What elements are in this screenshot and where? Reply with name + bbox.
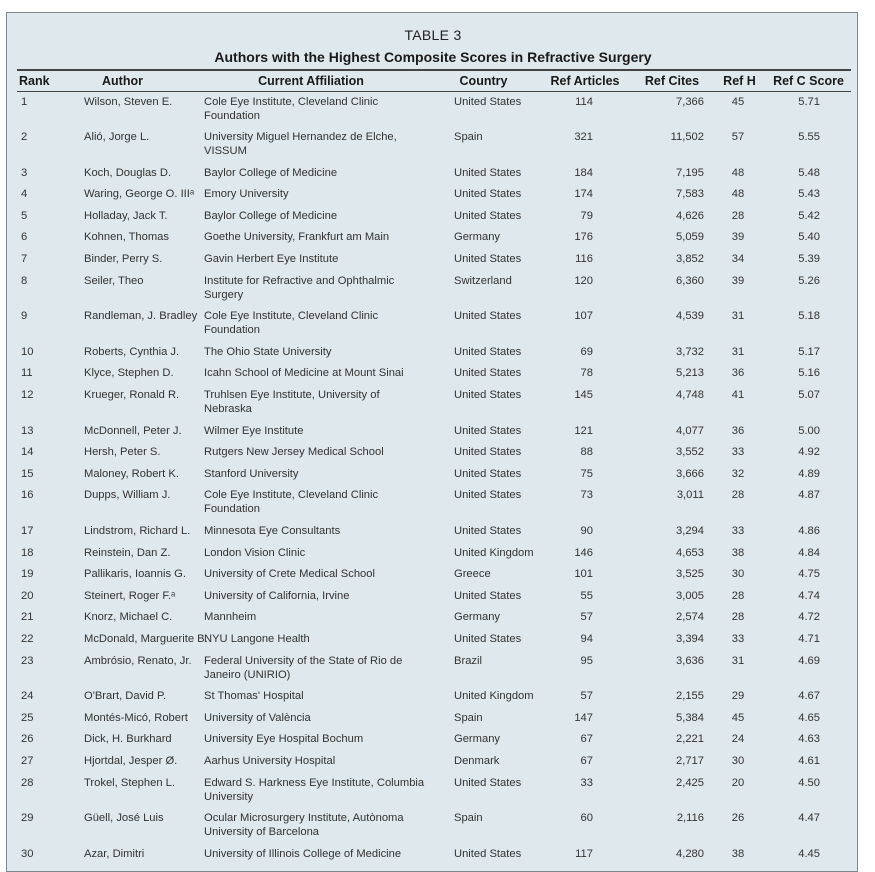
table-row <box>17 651 851 687</box>
rank-cell: 27 <box>21 754 34 767</box>
ref-c-score-cell: 4.61 <box>798 754 820 767</box>
ref-h-cell: 48 <box>731 188 745 201</box>
affiliation-cell: Gavin Herbert Eye Institute <box>204 253 339 266</box>
ref-cites-cell: 4,626 <box>676 209 704 222</box>
ref-articles-cell: 60 <box>580 812 593 825</box>
table-row <box>17 729 851 751</box>
author-cell: Hjortdal, Jesper Ø. <box>84 754 178 767</box>
ref-h-cell: 33 <box>731 525 745 537</box>
author-cell: Koch, Douglas D. <box>84 166 172 179</box>
ref-h-cell: 34 <box>731 253 745 266</box>
affiliation-cell: University Miguel Hernandez de Elche, VISSUM <box>204 131 397 158</box>
ref-c-score-cell: 4.47 <box>798 812 820 825</box>
ref-h-cell: 36 <box>731 424 745 437</box>
table-row <box>17 271 851 307</box>
country-cell: Greece <box>454 568 491 581</box>
country-cell: United States <box>454 389 522 402</box>
ref-cites-cell: 3,552 <box>676 446 704 459</box>
affiliation-cell: Cole Eye Institute, Cleveland Clinic Foundation <box>204 310 379 337</box>
affiliation-cell: Emory University <box>204 188 289 201</box>
ref-articles-cell: 121 <box>574 424 593 437</box>
country-cell: Germany <box>454 733 501 746</box>
ref-cites-cell: 5,059 <box>676 231 704 244</box>
table-row <box>17 808 851 844</box>
ref-articles-cell: 116 <box>575 253 593 266</box>
ref-c-score-cell: 4.89 <box>798 467 820 480</box>
table-row <box>17 607 851 629</box>
affiliation-cell: Icahn School of Medicine at Mount Sinai <box>204 367 404 380</box>
rank-cell: 1 <box>21 96 28 108</box>
author-cell: Steinert, Roger F.ᵃ <box>84 589 176 602</box>
author-cell: Dick, H. Burkhard <box>84 733 172 746</box>
table-row <box>17 442 851 464</box>
ref-h-cell: 24 <box>731 733 745 746</box>
author-cell: Holladay, Jack T. <box>84 209 168 222</box>
author-cell: Wilson, Steven E. <box>84 96 173 108</box>
table-row <box>17 249 851 271</box>
ref-h-cell: 28 <box>731 611 745 624</box>
header-author: Author <box>51 70 194 92</box>
affiliation-cell: London Vision Clinic <box>204 546 306 559</box>
ref-cites-cell: 3,636 <box>676 654 704 667</box>
rank-cell: 17 <box>21 525 34 537</box>
ref-cites-cell: 4,280 <box>676 847 704 860</box>
rank-cell: 23 <box>21 654 34 667</box>
ref-cites-cell: 3,294 <box>676 525 704 537</box>
ref-c-score-cell: 5.39 <box>798 253 820 266</box>
ref-h-cell: 31 <box>731 310 745 323</box>
ref-h-cell: 33 <box>731 632 745 645</box>
table-row <box>17 206 851 228</box>
affiliation-cell: Edward S. Harkness Eye Institute, Columbia University <box>204 776 425 803</box>
ref-c-score-cell: 5.17 <box>798 345 820 358</box>
affiliation-cell: University of Illinois College of Medicine <box>204 847 402 860</box>
ref-h-cell: 28 <box>731 589 745 602</box>
ref-h-cell: 26 <box>731 812 745 825</box>
author-cell: Dupps, William J. <box>84 489 171 502</box>
ref-cites-cell: 2,221 <box>676 733 704 746</box>
author-cell: Maloney, Robert K. <box>84 467 179 480</box>
country-cell: United States <box>454 632 522 645</box>
affiliation-cell: Baylor College of Medicine <box>204 166 338 179</box>
rank-cell: 22 <box>21 632 34 645</box>
table-row <box>17 686 851 708</box>
ref-h-cell: 32 <box>731 467 745 480</box>
ref-c-score-cell: 5.00 <box>798 424 820 437</box>
rank-cell: 4 <box>21 188 28 201</box>
rank-cell: 24 <box>21 690 34 703</box>
ref-cites-cell: 7,195 <box>676 166 704 179</box>
country-cell: Switzerland <box>454 274 512 287</box>
affiliation-cell: University of Crete Medical School <box>204 568 375 581</box>
affiliation-cell: Federal University of the State of Rio de Janeiro (UNIRIO) <box>204 654 403 681</box>
affiliation-cell: University of California, Irvine <box>204 589 350 602</box>
country-cell: United States <box>454 589 522 602</box>
author-cell: Azar, Dimitri <box>84 847 145 860</box>
ref-h-cell: 31 <box>731 654 745 667</box>
country-cell: Germany <box>454 231 501 244</box>
author-cell: Seiler, Theo <box>84 274 144 287</box>
table-row <box>17 629 851 651</box>
ref-cites-cell: 4,653 <box>676 546 704 559</box>
table-row <box>17 543 851 565</box>
ref-h-cell: 29 <box>731 690 745 703</box>
affiliation-cell: Goethe University, Frankfurt am Main <box>204 231 390 244</box>
affiliation-cell: Minnesota Eye Consultants <box>204 525 341 537</box>
ref-c-score-cell: 4.45 <box>798 847 820 860</box>
ref-h-cell: 39 <box>731 274 745 287</box>
ref-cites-cell: 6,360 <box>676 274 704 287</box>
author-cell: McDonald, Marguerite B. <box>84 632 208 645</box>
affiliation-cell: Rutgers New Jersey Medical School <box>204 446 384 459</box>
ref-articles-cell: 88 <box>580 446 593 459</box>
table-row <box>17 586 851 608</box>
ref-articles-cell: 55 <box>580 589 593 602</box>
rank-cell: 14 <box>21 446 34 459</box>
ref-cites-cell: 7,366 <box>676 96 704 108</box>
table-row <box>17 127 851 163</box>
affiliation-cell: University Eye Hospital Bochum <box>204 733 364 746</box>
table-row <box>17 184 851 206</box>
ref-articles-cell: 57 <box>580 611 593 624</box>
ref-articles-cell: 146 <box>574 546 593 559</box>
rank-cell: 18 <box>21 546 34 559</box>
rank-cell: 12 <box>21 389 34 402</box>
table-row <box>17 708 851 730</box>
ref-articles-cell: 57 <box>580 690 593 703</box>
ref-articles-cell: 176 <box>574 231 593 244</box>
affiliation-cell: Cole Eye Institute, Cleveland Clinic Foundation <box>204 489 379 516</box>
ref-cites-cell: 4,077 <box>676 424 704 437</box>
ref-h-cell: 38 <box>731 847 745 860</box>
ref-articles-cell: 94 <box>580 632 593 645</box>
ref-articles-cell: 120 <box>574 274 593 287</box>
rank-cell: 20 <box>21 589 34 602</box>
ref-c-score-cell: 5.48 <box>798 166 820 179</box>
ref-articles-cell: 321 <box>574 131 593 144</box>
author-cell: Kohnen, Thomas <box>84 231 169 244</box>
rank-cell: 13 <box>21 424 34 437</box>
ref-cites-cell: 3,011 <box>676 489 704 502</box>
country-cell: United States <box>454 525 522 537</box>
ref-h-cell: 45 <box>731 96 745 108</box>
country-cell: Spain <box>454 711 483 724</box>
table-panel <box>6 12 858 872</box>
rank-cell: 21 <box>21 611 34 624</box>
affiliation-cell: Mannheim <box>204 611 257 624</box>
header-country: Country <box>428 70 539 92</box>
rank-cell: 30 <box>21 847 34 860</box>
author-cell: Lindstrom, Richard L. <box>84 525 191 537</box>
ref-articles-cell: 33 <box>580 776 593 789</box>
ref-articles-cell: 147 <box>574 711 593 724</box>
table-row <box>17 227 851 249</box>
ref-articles-cell: 95 <box>580 654 593 667</box>
author-cell: Knorz, Michael C. <box>84 611 173 624</box>
ref-articles-cell: 117 <box>575 847 593 860</box>
country-cell: United States <box>454 188 522 201</box>
table-row <box>17 163 851 185</box>
table-row <box>17 342 851 364</box>
ref-h-cell: 28 <box>731 209 745 222</box>
author-cell: Alió, Jorge L. <box>84 131 150 144</box>
ref-c-score-cell: 5.55 <box>798 131 820 144</box>
ref-articles-cell: 79 <box>580 209 593 222</box>
table-row <box>17 385 851 421</box>
affiliation-cell: NYU Langone Health <box>204 632 310 645</box>
author-cell: McDonnell, Peter J. <box>84 424 182 437</box>
ref-c-score-cell: 5.07 <box>798 389 820 402</box>
ref-cites-cell: 2,425 <box>676 776 704 789</box>
author-cell: Montés-Micó, Robert <box>84 711 188 724</box>
ref-cites-cell: 4,539 <box>676 310 704 323</box>
ref-cites-cell: 2,574 <box>676 611 704 624</box>
country-cell: United States <box>454 310 522 323</box>
ref-articles-cell: 145 <box>574 389 593 402</box>
ref-cites-cell: 3,666 <box>676 467 704 480</box>
header-row <box>17 70 851 92</box>
ref-c-score-cell: 4.75 <box>798 568 820 581</box>
header-ref-articles: Ref Articles <box>539 70 631 92</box>
ref-h-cell: 20 <box>731 776 745 789</box>
table-label: TABLE 3 <box>404 27 462 43</box>
rank-cell: 25 <box>21 711 34 724</box>
country-cell: United States <box>454 253 522 266</box>
table-row <box>17 773 851 809</box>
table-row <box>17 421 851 443</box>
ref-c-score-cell: 4.69 <box>798 654 820 667</box>
ref-h-cell: 31 <box>731 345 745 358</box>
author-cell: O'Brart, David P. <box>84 690 167 703</box>
country-cell: United Kingdom <box>454 690 534 703</box>
rank-cell: 16 <box>21 489 34 502</box>
rank-cell: 19 <box>21 568 34 581</box>
ref-articles-cell: 75 <box>580 467 593 480</box>
ref-c-score-cell: 4.74 <box>798 589 820 602</box>
header-ref-c-score: Ref C Score <box>766 70 851 92</box>
header-rank: Rank <box>17 70 51 92</box>
country-cell: Germany <box>454 611 501 624</box>
affiliation-cell: Stanford University <box>204 467 299 480</box>
rank-cell: 26 <box>21 733 34 746</box>
affiliation-cell: Truhlsen Eye Institute, University of Nebraska <box>204 389 380 416</box>
ref-articles-cell: 101 <box>574 568 593 581</box>
country-cell: United States <box>454 209 522 222</box>
ref-articles-cell: 114 <box>575 96 593 108</box>
affiliation-cell: St Thomas' Hospital <box>204 690 304 703</box>
table-row <box>17 363 851 385</box>
country-cell: United States <box>454 345 522 358</box>
country-cell: United States <box>454 467 522 480</box>
rank-cell: 9 <box>21 310 28 323</box>
rank-cell: 11 <box>21 367 33 380</box>
ref-c-score-cell: 5.18 <box>798 310 820 323</box>
author-cell: Trokel, Stephen L. <box>84 776 176 789</box>
ref-h-cell: 48 <box>731 166 745 179</box>
ref-articles-cell: 78 <box>580 367 593 380</box>
ref-c-score-cell: 5.43 <box>798 188 820 201</box>
country-cell: United States <box>454 96 522 108</box>
ref-h-cell: 57 <box>731 131 745 144</box>
ref-cites-cell: 11,502 <box>670 131 704 144</box>
ref-c-score-cell: 4.72 <box>798 611 820 624</box>
ref-c-score-cell: 4.92 <box>798 446 820 459</box>
header-affiliation: Current Affiliation <box>194 70 428 92</box>
ref-cites-cell: 5,384 <box>676 711 704 724</box>
affiliation-cell: Ocular Microsurgery Institute, Autònoma University of Barcelona <box>204 812 404 839</box>
country-cell: United Kingdom <box>454 546 534 559</box>
table-body <box>17 92 851 866</box>
ref-c-score-cell: 4.67 <box>798 690 820 703</box>
ref-c-score-cell: 5.42 <box>798 209 820 222</box>
ref-cites-cell: 2,116 <box>676 812 704 825</box>
country-cell: Brazil <box>454 654 482 667</box>
table-row <box>17 844 851 866</box>
author-cell: Hersh, Peter S. <box>84 446 161 459</box>
rank-cell: 3 <box>21 166 28 179</box>
rank-cell: 6 <box>21 231 28 244</box>
ref-cites-cell: 3,852 <box>676 253 704 266</box>
ref-c-score-cell: 5.40 <box>798 231 820 244</box>
ref-c-score-cell: 4.50 <box>798 776 820 789</box>
ref-cites-cell: 3,732 <box>676 345 704 358</box>
author-cell: Roberts, Cynthia J. <box>84 345 180 358</box>
country-cell: Spain <box>454 812 483 825</box>
data-table <box>17 69 851 865</box>
author-cell: Binder, Perry S. <box>84 253 163 266</box>
ref-h-cell: 38 <box>731 546 745 559</box>
ref-articles-cell: 184 <box>574 166 593 179</box>
table-row <box>17 92 851 128</box>
table-row <box>17 485 851 521</box>
ref-articles-cell: 90 <box>580 525 593 537</box>
rank-cell: 29 <box>21 812 34 825</box>
author-cell: Pallikaris, Ioannis G. <box>84 568 186 581</box>
ref-cites-cell: 4,748 <box>676 389 704 402</box>
ref-cites-cell: 2,717 <box>676 754 704 767</box>
header-ref-cites: Ref Cites <box>631 70 713 92</box>
ref-articles-cell: 69 <box>580 345 593 358</box>
author-cell: Ambrósio, Renato, Jr. <box>84 654 192 667</box>
rank-cell: 15 <box>21 467 34 480</box>
country-cell: United States <box>454 446 522 459</box>
ref-h-cell: 41 <box>731 389 745 402</box>
ref-articles-cell: 67 <box>580 733 593 746</box>
ref-cites-cell: 2,155 <box>676 690 704 703</box>
ref-c-score-cell: 4.87 <box>798 489 820 502</box>
author-cell: Waring, George O. IIIᵃ <box>84 188 195 201</box>
ref-h-cell: 30 <box>731 568 745 581</box>
ref-h-cell: 33 <box>731 446 745 459</box>
ref-cites-cell: 7,583 <box>676 188 704 201</box>
affiliation-cell: University of València <box>204 711 311 724</box>
ref-c-score-cell: 5.26 <box>798 274 820 287</box>
ref-c-score-cell: 5.71 <box>798 96 820 108</box>
rank-cell: 10 <box>21 345 34 358</box>
table-row <box>17 306 851 342</box>
table-title: Authors with the Highest Composite Scores in Refractive Surgery <box>214 49 652 65</box>
rank-cell: 5 <box>21 209 28 222</box>
ref-cites-cell: 5,213 <box>676 367 704 380</box>
ref-articles-cell: 174 <box>574 188 593 201</box>
ref-articles-cell: 73 <box>580 489 593 502</box>
table-row <box>17 464 851 486</box>
rank-cell: 2 <box>21 131 28 144</box>
ref-h-cell: 45 <box>731 711 745 724</box>
table-row <box>17 751 851 773</box>
ref-c-score-cell: 4.65 <box>798 711 820 724</box>
header-ref-h: Ref H <box>713 70 766 92</box>
affiliation-cell: Cole Eye Institute, Cleveland Clinic Foundation <box>204 96 379 122</box>
author-cell: Güell, José Luis <box>84 812 164 825</box>
country-cell: Denmark <box>454 754 500 767</box>
country-cell: United States <box>454 776 522 789</box>
affiliation-cell: The Ohio State University <box>204 345 332 358</box>
ref-h-cell: 36 <box>731 367 745 380</box>
ref-c-score-cell: 5.16 <box>798 367 820 380</box>
country-cell: United States <box>454 424 522 437</box>
affiliation-cell: Aarhus University Hospital <box>204 754 336 767</box>
ref-c-score-cell: 4.63 <box>798 733 820 746</box>
ref-cites-cell: 3,394 <box>676 632 704 645</box>
ref-articles-cell: 67 <box>580 754 593 767</box>
author-cell: Krueger, Ronald R. <box>84 389 180 402</box>
country-cell: United States <box>454 367 522 380</box>
rank-cell: 8 <box>21 274 28 287</box>
affiliation-cell: Baylor College of Medicine <box>204 209 338 222</box>
ref-h-cell: 30 <box>731 754 745 767</box>
country-cell: United States <box>454 489 522 502</box>
ref-c-score-cell: 4.71 <box>798 632 820 645</box>
ref-articles-cell: 107 <box>574 310 593 323</box>
country-cell: United States <box>454 847 522 860</box>
affiliation-cell: Wilmer Eye Institute <box>204 424 304 437</box>
table-row <box>17 521 851 543</box>
ref-h-cell: 39 <box>731 231 745 244</box>
ref-cites-cell: 3,005 <box>676 589 704 602</box>
rank-cell: 7 <box>21 253 28 266</box>
affiliation-cell: Institute for Refractive and Ophthalmic Surgery <box>204 274 395 301</box>
author-cell: Randleman, J. Bradley <box>84 310 198 323</box>
table-row <box>17 564 851 586</box>
ref-c-score-cell: 4.84 <box>798 546 820 559</box>
author-cell: Reinstein, Dan Z. <box>84 546 171 559</box>
ref-c-score-cell: 4.86 <box>798 525 820 537</box>
author-cell: Klyce, Stephen D. <box>84 367 174 380</box>
rank-cell: 28 <box>21 776 34 789</box>
ref-h-cell: 28 <box>731 489 745 502</box>
country-cell: Spain <box>454 131 483 144</box>
ref-cites-cell: 3,525 <box>676 568 704 581</box>
country-cell: United States <box>454 166 522 179</box>
